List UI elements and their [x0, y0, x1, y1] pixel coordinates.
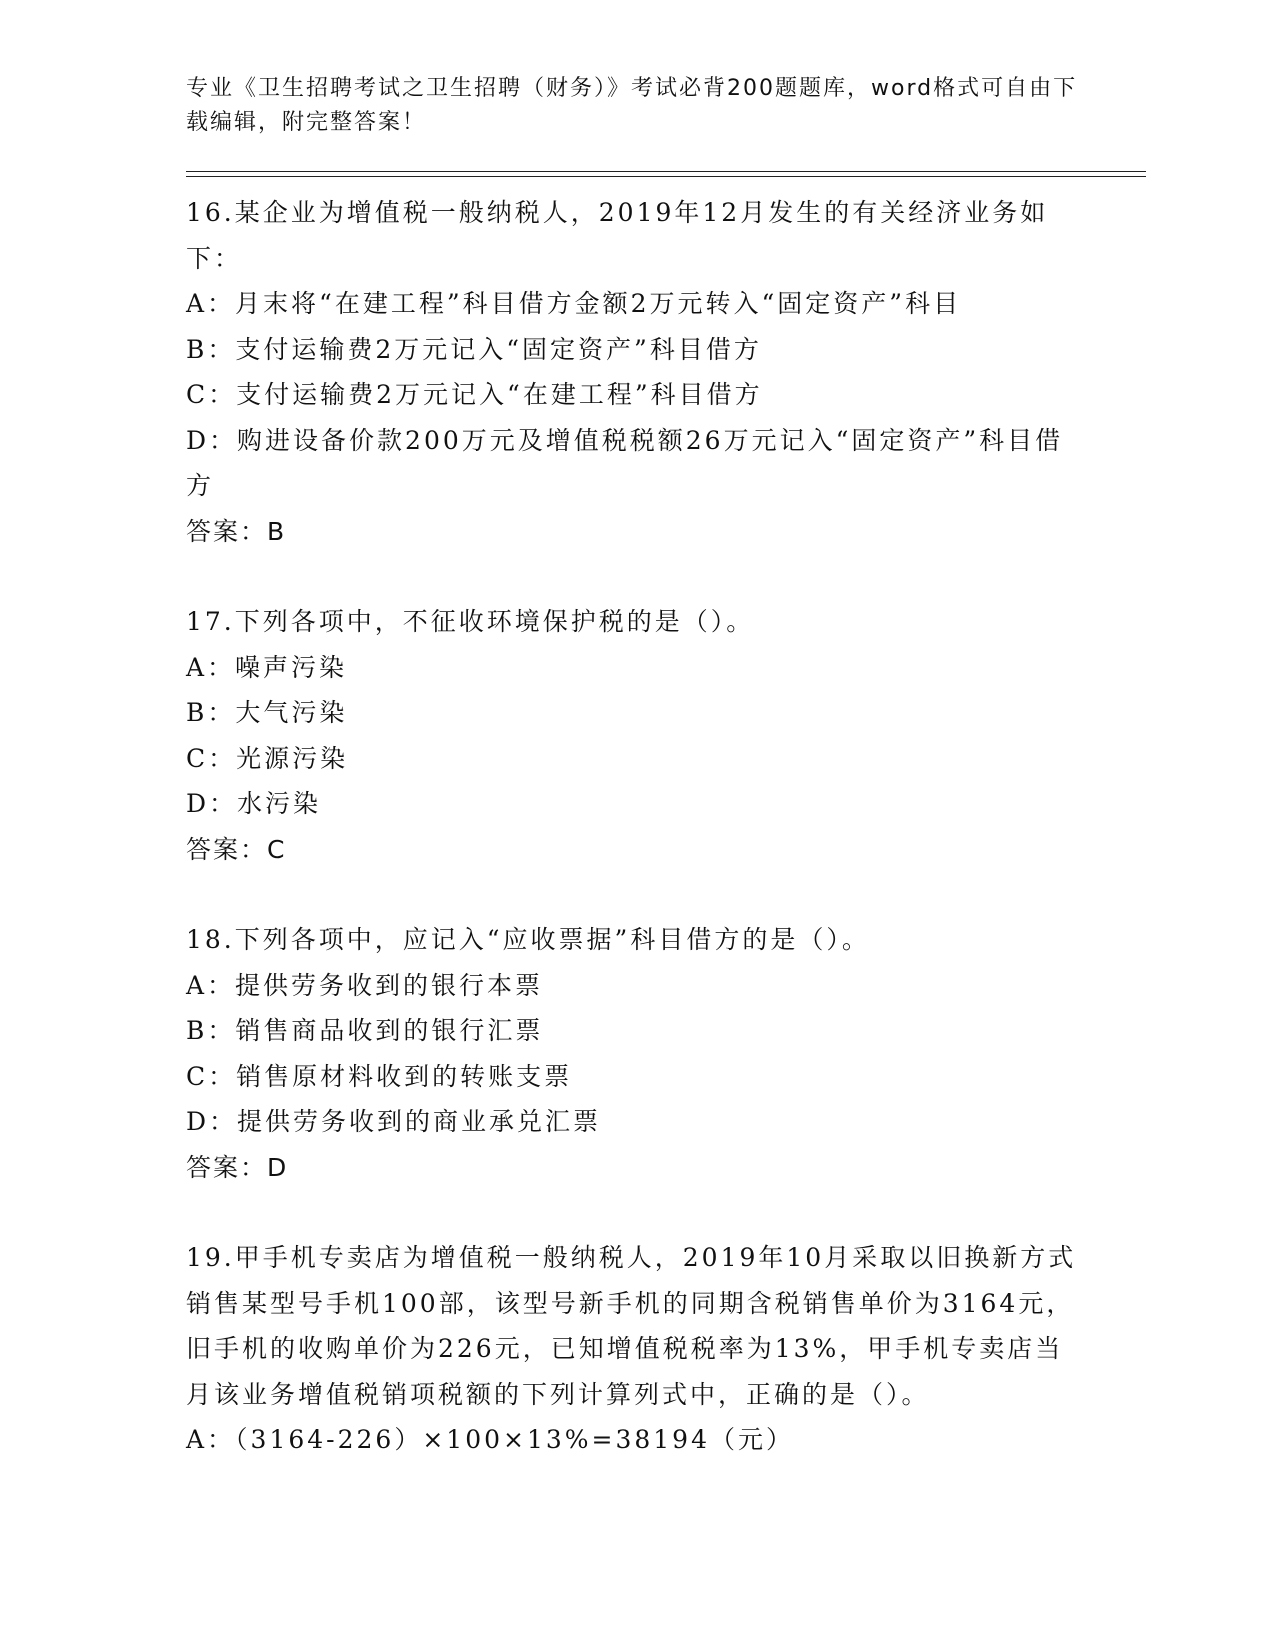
question-stem: 16.某企业为增值税一般纳税人，2019年12月发生的有关经济业务如下：	[186, 198, 1049, 273]
question-16	[186, 190, 1086, 554]
option-d: D：购进设备价款200万元及增值税税额26万元记入“固定资产”科目借方	[186, 425, 1064, 500]
header-rule-top	[186, 171, 1146, 172]
option-b: B：支付运输费2万元记入“固定资产”科目借方	[186, 334, 762, 364]
option-a: A：（3164-226）×100×13%=38194（元）	[186, 1425, 794, 1454]
option-b: B：销售商品收到的银行汇票	[186, 1016, 544, 1045]
header-title: 专业《卫生招聘考试之卫生招聘（财务）》考试必背200题题库，word格式可自由下载编辑，附完整答案！	[186, 76, 1078, 135]
option-c: C：销售原材料收到的转账支票	[186, 1061, 573, 1091]
question-stem: 17.下列各项中，不征收环境保护税的是（）。	[186, 607, 755, 636]
answer: 答案：D	[186, 1152, 289, 1182]
document-header	[186, 72, 1086, 140]
answer: 答案：B	[186, 516, 287, 546]
option-d: D：提供劳务收到的商业承兑汇票	[186, 1107, 602, 1136]
question-stem: 19.甲手机专卖店为增值税一般纳税人，2019年10月采取以旧换新方式销售某型号手机100部，该型号新手机的同期含税销售单价为3164元，旧手机的收购单价为226元，已知增值税税率为13%，甲手机专卖店当月该业务增值税销项税额的下列计算列式中，正确的是（）。	[186, 1243, 1077, 1409]
option-b: B：大气污染	[186, 698, 348, 727]
question-19	[186, 1235, 1086, 1463]
question-17	[186, 599, 1086, 872]
option-c: C：支付运输费2万元记入“在建工程”科目借方	[186, 380, 763, 409]
header-rule-bottom	[186, 176, 1146, 177]
question-18	[186, 917, 1086, 1190]
answer: 答案：C	[186, 834, 287, 864]
question-stem: 18.下列各项中，应记入“应收票据”科目借方的是（）。	[186, 925, 870, 954]
option-a: A：月末将“在建工程”科目借方金额2万元转入“固定资产”科目	[186, 289, 962, 318]
option-c: C：光源污染	[186, 743, 349, 773]
question-list	[186, 190, 1086, 1508]
option-d: D：水污染	[186, 789, 322, 818]
option-a: A：噪声污染	[186, 652, 348, 682]
option-a: A：提供劳务收到的银行本票	[186, 970, 544, 1000]
